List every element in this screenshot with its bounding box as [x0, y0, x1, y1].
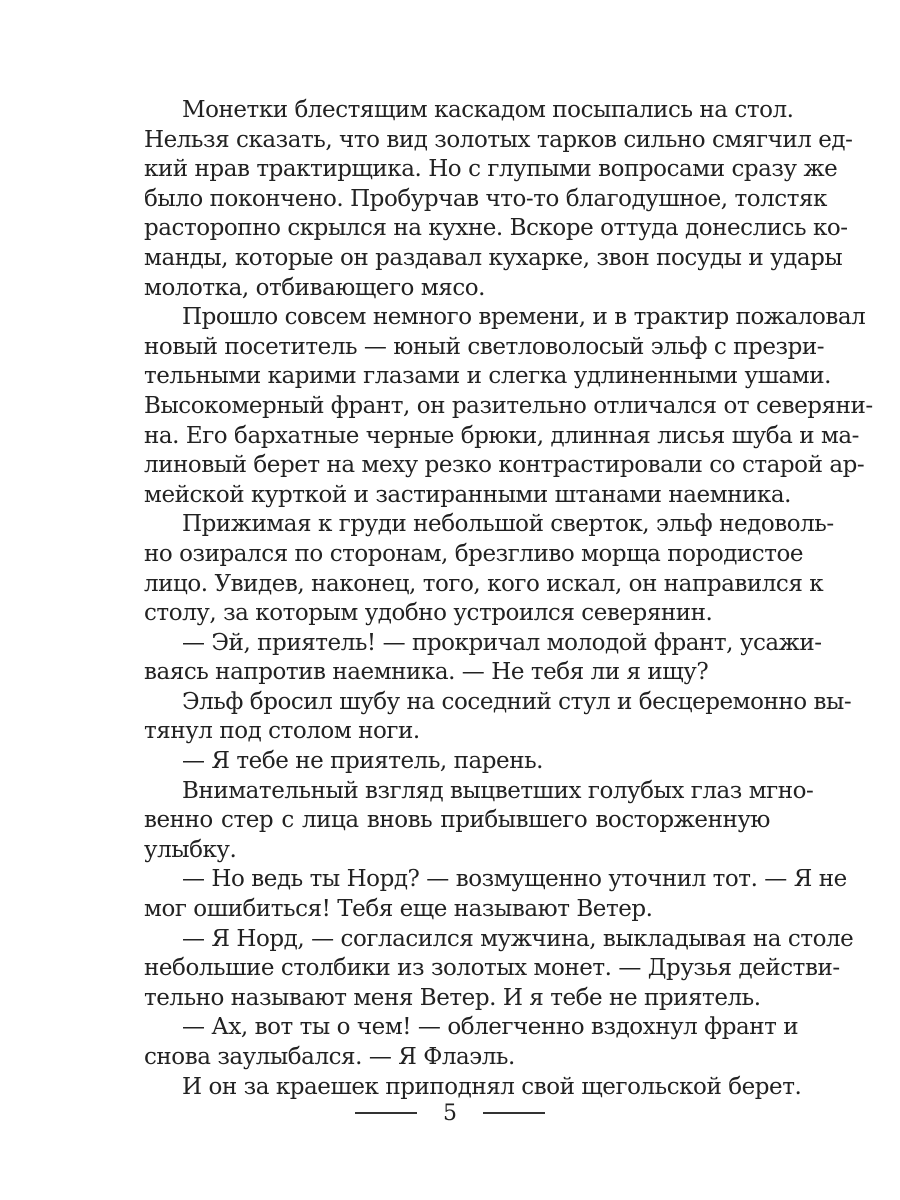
footer-rule-right: [483, 1112, 545, 1114]
text-line: И он за краешек приподнял свой щегольской берет.: [182, 1073, 802, 1100]
text-line: Нельзя сказать, что вид золотых тарков сильно смягчил ед-: [144, 126, 853, 153]
text-line: линовый берет на меху резко контрастировали со старой ар-: [144, 452, 865, 479]
text-line: — Ах, вот ты о чем! — облегченно вздохнул франт и: [182, 1014, 799, 1041]
text-line: Прижимая к груди небольшой сверток, эльф недоволь-: [182, 511, 834, 538]
text-line: — Эй, приятель! — прокричал молодой франт, усажи-: [182, 629, 822, 656]
text-line: — Но ведь ты Норд? — возмущенно уточнил тот. — Я не: [182, 866, 847, 893]
page-number: 5: [443, 1100, 457, 1126]
text-line: ваясь напротив наемника. — Не тебя ли я ищу?: [144, 659, 709, 686]
text-line: но озирался по сторонам, брезгливо морща породистое: [144, 540, 804, 567]
text-line: снова заулыбался. — Я Флаэль.: [144, 1044, 515, 1070]
text-line: небольшие столбики из золотых монет. — Друзья действи-: [144, 955, 840, 982]
text-line: молотка, отбивающего мясо.: [144, 274, 486, 301]
text-line: Эльф бросил шубу на соседний стул и бесцеремонно вы-: [182, 688, 852, 715]
book-page-text: [144, 96, 873, 1102]
footer-rule-left: [355, 1112, 417, 1114]
text-line: манды, которые он раздавал кухарке, звон посуды и удары: [144, 244, 843, 271]
page-footer: [0, 1096, 900, 1130]
text-line: Монетки блестящим каскадом посыпались на стол.: [182, 97, 794, 123]
text-line: расторопно скрылся на кухне. Вскоре оттуда донеслись ко-: [144, 215, 848, 242]
text-line: Внимательный взгляд выцветших голубых глаз мгно-: [182, 777, 814, 804]
text-line: кий нрав трактирщика. Но с глупыми вопросами сразу же: [144, 156, 838, 183]
text-line: тельными карими глазами и слегка удлиненными ушами.: [144, 363, 831, 390]
text-line: тянул под столом ноги.: [144, 718, 420, 745]
text-line: улыбку.: [144, 836, 237, 863]
text-line: мог ошибиться! Тебя еще называют Ветер.: [144, 896, 653, 923]
text-line: новый посетитель — юный светловолосый эльф с презри-: [144, 333, 825, 360]
text-line: — Я тебе не приятель, парень.: [182, 748, 544, 775]
text-line: столу, за которым удобно устроился северянин.: [144, 600, 713, 627]
text-line: тельно называют меня Ветер. И я тебе не приятель.: [144, 984, 761, 1011]
text-line: на. Его бархатные черные брюки, длинная лисья шуба и ма-: [144, 422, 859, 449]
text-line: лицо. Увидев, наконец, того, кого искал, он направился к: [144, 570, 824, 597]
text-line: Прошло совсем немного времени, и в трактир пожаловал: [182, 304, 866, 331]
text-line: венно стер с лица вновь прибывшего восторженную: [144, 807, 770, 834]
text-line: мейской курткой и застиранными штанами наемника.: [144, 481, 791, 508]
text-line: — Я Норд, — согласился мужчина, выкладывая на столе: [182, 925, 854, 952]
text-line: Высокомерный франт, он разительно отличался от северяни-: [144, 392, 873, 419]
text-line: было покончено. Пробурчав что-то благодушное, толстяк: [144, 185, 827, 212]
